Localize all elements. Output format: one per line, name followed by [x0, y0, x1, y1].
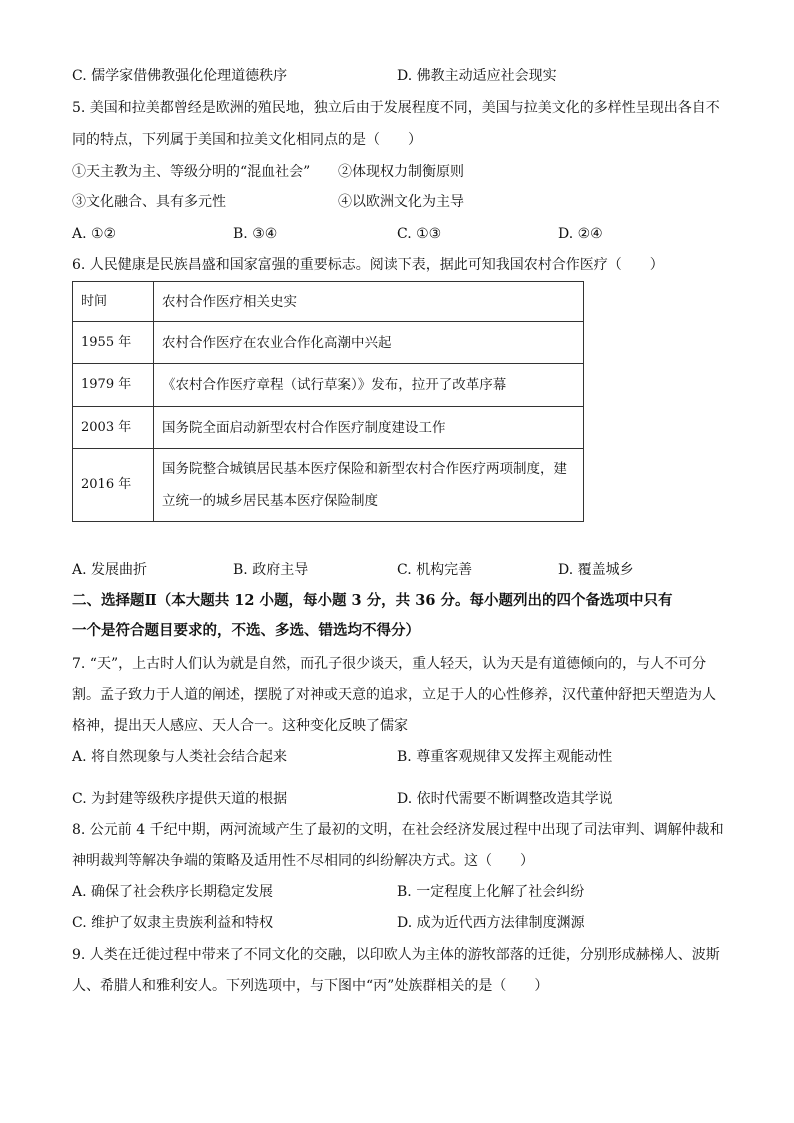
table-cell-year: 2003 年 — [73, 407, 154, 449]
q8-stem-line2: 神明裁判等解决争端的策略及适用性不尽相同的纠纷解决方式。这（ ） — [72, 853, 534, 869]
table-cell-fact — [154, 449, 584, 522]
q9-stem-line2: 人、希腊人和雅利安人。下列选项中，与下图中“丙”处族群相关的是（ ） — [72, 978, 549, 994]
table-cell-year: 1955 年 — [73, 322, 154, 364]
q5-stem-line2: 同的特点，下列属于美国和拉美文化相同点的是（ ） — [72, 132, 422, 148]
table-row — [73, 322, 584, 364]
q5-option-a[interactable]: A. ①② — [72, 226, 117, 242]
q6-option-c[interactable]: C. 机构完善 — [397, 562, 473, 578]
q7-stem-line2: 割。孟子致力于人道的阐述，摆脱了对神或天意的追求，立足于人的心性修养，汉代董仲舒把天塑造为人 — [72, 687, 716, 703]
section2-heading-line2: 一个是符合题目要求的，不选、多选、错选均不得分） — [72, 622, 420, 639]
table-cell-fact-line1: 国务院整合城镇居民基本医疗保险和新型农村合作医疗两项制度，建 — [162, 461, 567, 477]
q6-option-a[interactable]: A. 发展曲折 — [72, 562, 148, 578]
table-row — [73, 449, 584, 522]
q9-stem-line1: 9. 人类在迁徙过程中带来了不同文化的交融，以印欧人为主体的游牧部落的迁徙，分别形成赫梯人、波斯 — [72, 947, 720, 963]
table-cell-fact: 国务院全面启动新型农村合作医疗制度建设工作 — [154, 407, 584, 449]
table-header-time: 时间 — [73, 282, 154, 322]
q8-option-d[interactable]: D. 成为近代西方法律制度渊源 — [397, 915, 585, 931]
q7-stem-line3: 格神，提出天人感应、天人合一。这种变化反映了儒家 — [72, 718, 408, 734]
q5-stem-line1: 5. 美国和拉美都曾经是欧洲的殖民地，独立后由于发展程度不同，美国与拉美文化的多样性呈现出各自不 — [72, 100, 720, 116]
table-row — [73, 364, 584, 407]
q8-option-c[interactable]: C. 维护了奴隶主贵族利益和特权 — [72, 915, 274, 931]
table-cell-year: 1979 年 — [73, 364, 154, 407]
q8-option-b[interactable]: B. 一定程度上化解了社会纠纷 — [397, 884, 585, 900]
q5-item-4: ④以欧洲文化为主导 — [338, 194, 464, 210]
q7-option-c[interactable]: C. 为封建等级秩序提供天道的根据 — [72, 791, 288, 807]
q4-option-d[interactable]: D. 佛教主动适应社会现实 — [397, 68, 557, 84]
table-cell-fact: 《农村合作医疗章程（试行草案）》发布，拉开了改革序幕 — [154, 364, 584, 407]
q5-item-3: ③文化融合、具有多元性 — [72, 194, 226, 210]
q6-history-table — [72, 281, 584, 522]
table-cell-year: 2016 年 — [73, 449, 154, 522]
q5-option-b[interactable]: B. ③④ — [233, 226, 278, 242]
q5-item-2: ②体现权力制衡原则 — [338, 164, 464, 180]
table-header-row — [73, 282, 584, 322]
q6-option-d[interactable]: D. 覆盖城乡 — [558, 562, 634, 578]
table-cell-fact-line2: 立统一的城乡居民基本医疗保险制度 — [162, 493, 378, 509]
table-cell-fact: 农村合作医疗在农业合作化高潮中兴起 — [154, 322, 584, 364]
q7-option-d[interactable]: D. 依时代需要不断调整改造其学说 — [397, 791, 613, 807]
q8-option-a[interactable]: A. 确保了社会秩序长期稳定发展 — [72, 884, 274, 900]
q6-option-b[interactable]: B. 政府主导 — [233, 562, 309, 578]
q8-stem-line1: 8. 公元前 4 千纪中期，两河流域产生了最初的文明，在社会经济发展过程中出现了司法审判、调解仲裁和 — [72, 822, 724, 838]
q5-item-1: ①天主教为主、等级分明的“混血社会” — [72, 164, 311, 180]
q4-option-c[interactable]: C. 儒学家借佛教强化伦理道德秩序 — [72, 68, 288, 84]
q7-stem-line1: 7. “天”，上古时人们认为就是自然，而孔子很少谈天，重人轻天，认为天是有道德倾向的，与人不可分 — [72, 656, 707, 672]
q7-option-a[interactable]: A. 将自然现象与人类社会结合起来 — [72, 749, 288, 765]
q5-option-d[interactable]: D. ②④ — [558, 226, 603, 242]
table-row — [73, 407, 584, 449]
q6-stem: 6. 人民健康是民族昌盛和国家富强的重要标志。阅读下表，据此可知我国农村合作医疗（ ） — [72, 257, 664, 273]
table-header-facts: 农村合作医疗相关史实 — [154, 282, 584, 322]
section2-heading-line1: 二、选择题Ⅱ（本大题共 12 小题，每小题 3 分，共 36 分。每小题列出的四个备选项中只有 — [72, 592, 673, 609]
q5-option-c[interactable]: C. ①③ — [397, 226, 442, 242]
q7-option-b[interactable]: B. 尊重客观规律又发挥主观能动性 — [397, 749, 613, 765]
